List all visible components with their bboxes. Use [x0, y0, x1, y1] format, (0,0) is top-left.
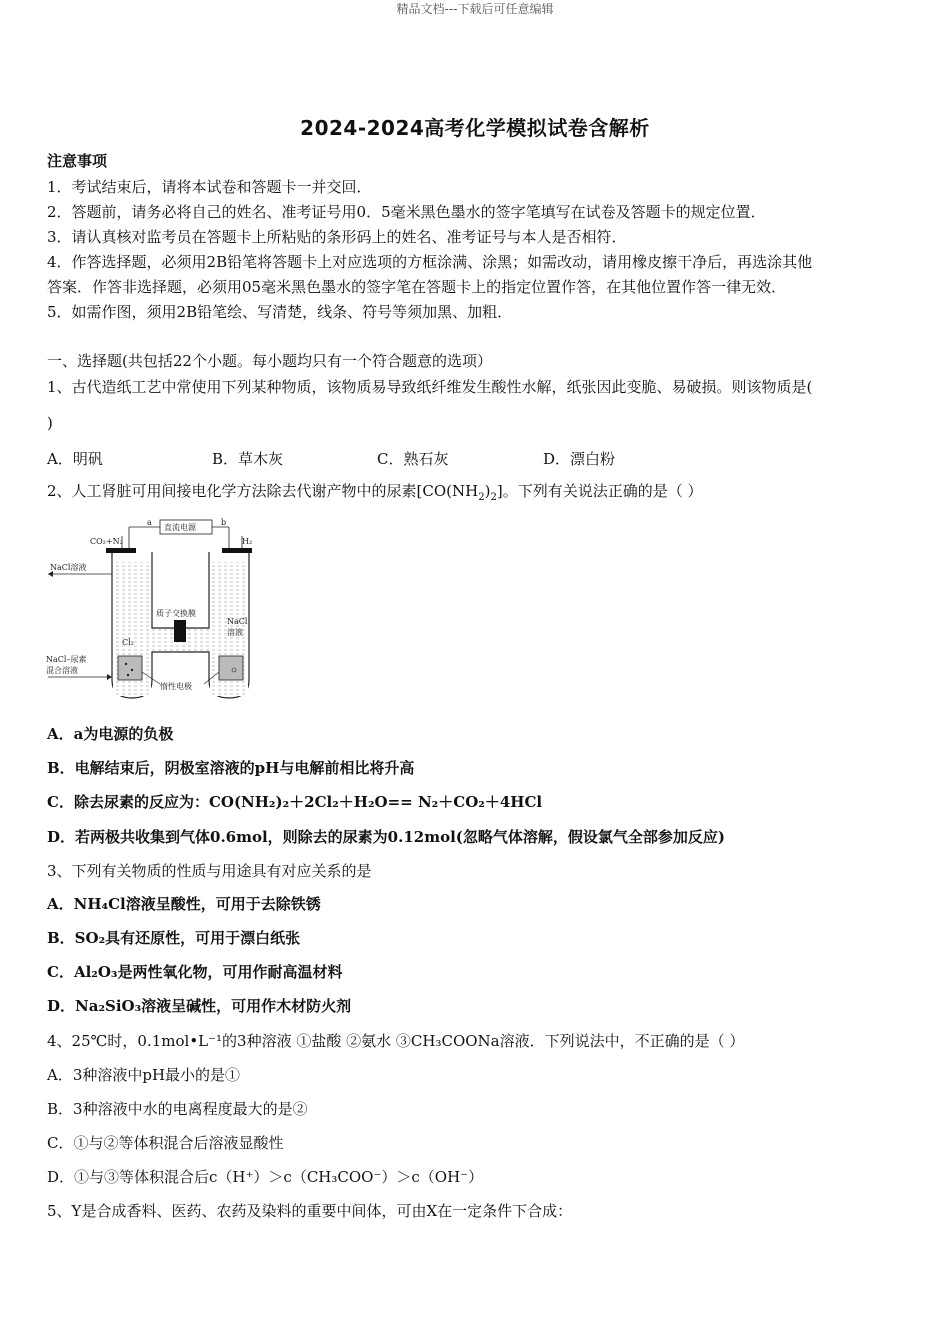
q3-option-b: B．SO₂具有还原性，可用于漂白纸张 [47, 929, 301, 947]
q1-option-c: C．熟石灰 [377, 450, 449, 468]
q4-option-c: C．①与②等体积混合后溶液显酸性 [47, 1134, 284, 1152]
q1-option-d: D．漂白粉 [543, 450, 616, 468]
q1-option-a: A．明矾 [47, 450, 103, 468]
inlet-label-1: NaCl–尿素 [46, 655, 87, 664]
notice-item: 答案．作答非选择题，必须用05毫米黑色墨水的签字笔在答题卡上的指定位置作答，在其他位置作答一律无效． [47, 278, 787, 296]
nacl-right-label-1: NaCl [227, 617, 248, 626]
q5-stem: 5、Y是合成香料、医药、农药及染料的重要中间体，可由X在一定条件下合成： [47, 1202, 573, 1220]
membrane-label: 质子交换膜 [156, 609, 196, 618]
gas-right-label: H₂ [242, 537, 253, 546]
q1-option-b: B．草木灰 [212, 450, 284, 468]
notice-item: 1．考试结束后，请将本试卷和答题卡一并交回． [47, 178, 372, 196]
proton-exchange-membrane [174, 620, 186, 642]
notice-heading: 注意事项 [47, 152, 108, 170]
terminal-b-label: b [221, 518, 227, 527]
q3-option-c: C．Al₂O₃是两性氧化物，可用作耐高温材料 [47, 963, 343, 981]
q2-option-b: B．电解结束后，阴极室溶液的pH与电解前相比将升高 [47, 759, 415, 777]
q2-option-d: D．若两极共收集到气体0.6mol，则除去的尿素为0.12mol(忽略气体溶解，假设氯气全部参加反应) [47, 828, 725, 846]
left-electrode [118, 656, 142, 680]
nacl-right-label-2: 溶液 [227, 628, 243, 637]
left-cap [106, 548, 136, 553]
q3-stem: 3、下列有关物质的性质与用途具有对应关系的是 [47, 862, 372, 880]
inlet-arrow [107, 674, 112, 680]
q1-stem: 1、古代造纸工艺中常使用下列某种物质，该物质易导致纸纤维发生酸性水解，纸张因此变脆、易破损。则该物质是( [47, 378, 813, 396]
section-heading: 一、选择题(共包括22个小题。每小题均只有一个符合题意的选项） [47, 352, 492, 370]
right-cap [222, 548, 252, 553]
power-supply-label: 直流电源 [164, 523, 196, 532]
q2-option-a: A．a为电源的负极 [47, 725, 174, 743]
q3-option-a: A．NH₄Cl溶液呈酸性，可用于去除铁锈 [47, 895, 321, 913]
nacl-outlet-label: NaCl溶液 [50, 563, 87, 572]
electrode-label: 惰性电极 [160, 682, 192, 691]
inlet-label-2: 混合溶液 [46, 666, 78, 675]
right-electrode [219, 656, 243, 680]
page-title: 2024-2024高考化学模拟试卷含解析 [300, 116, 650, 140]
notice-item: 2．答题前，请务必将自己的姓名、准考证号用0．5毫米黑色墨水的签字笔填写在试卷及答题卡的规定位置． [47, 203, 766, 221]
page-watermark: 精品文档---下载后可任意编辑 [396, 2, 554, 16]
q4-option-b: B．3种溶液中水的电离程度最大的是② [47, 1100, 308, 1118]
terminal-a-label: a [147, 518, 152, 527]
cl2-label: Cl₂ [122, 638, 134, 647]
q2-option-c: C．除去尿素的反应为：CO(NH₂)₂＋2Cl₂＋H₂O== N₂＋CO₂＋4HCl [47, 793, 543, 811]
q3-option-d: D．Na₂SiO₃溶液呈碱性，可用作木材防火剂 [47, 997, 352, 1015]
q4-option-a: A．3种溶液中pH最小的是① [47, 1066, 241, 1084]
q1-stem-end: ) [47, 414, 53, 432]
notice-item: 3．请认真核对监考员在答题卡上所粘贴的条形码上的姓名、准考证号与本人是否相符． [47, 228, 627, 246]
notice-item: 5．如需作图，须用2B铅笔绘、写清楚，线条、符号等须加黑、加粗． [47, 303, 513, 321]
electrolysis-diagram [44, 512, 274, 704]
q4-stem: 4、25℃时，0.1mol•L⁻¹的3种溶液 ①盐酸 ②氨水 ③CH₃COONa溶液．下列说法中，不正确的是（ ） [47, 1032, 745, 1050]
gas-left-label: CO₂+N₂ [90, 537, 123, 546]
notice-item: 4．作答选择题，必须用2B铅笔将答题卡上对应选项的方框涂满、涂黑；如需改动，请用橡皮擦干净后，再选涂其他 [47, 253, 813, 271]
q2-stem: 2、人工肾脏可用间接电化学方法除去代谢产物中的尿素$[CO(NH_2)_2]$。下列有关说法正确的是（ ） [47, 482, 703, 503]
q4-option-d: D．①与③等体积混合后c（H⁺）＞c（CH₃COO⁻）＞c（OH⁻） [47, 1168, 484, 1186]
